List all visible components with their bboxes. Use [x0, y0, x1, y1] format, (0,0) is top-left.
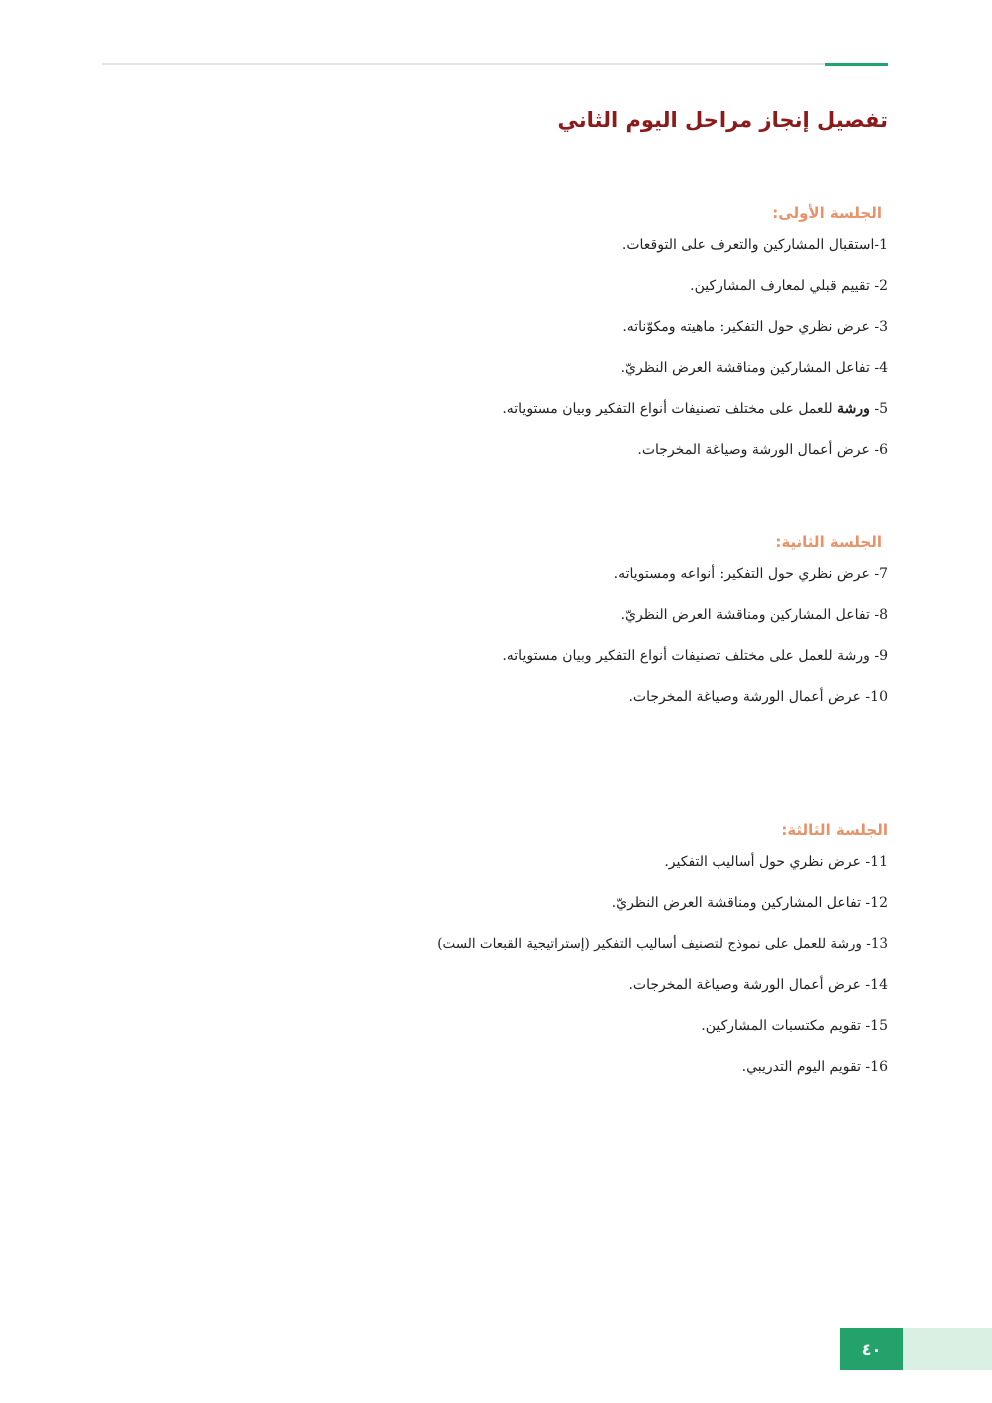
list-item: 2- تقييم قبلي لمعارف المشاركين. [690, 278, 888, 294]
session-2-list [328, 564, 888, 728]
session-3-heading: الجلسة الثالثة: [781, 821, 888, 839]
page-number: ٤٠ [840, 1328, 903, 1370]
list-item: 11- عرض نظري حول أساليب التفكير. [664, 854, 888, 870]
list-item: 15- تقويم مكتسبات المشاركين. [701, 1018, 888, 1034]
list-item: 9- ورشة للعمل على مختلف تصنيفات أنواع التفكير وبيان مستوياته. [502, 648, 888, 664]
list-item: 3- عرض نظري حول التفكير: ماهيته ومكوّناته. [622, 319, 888, 335]
session-1-list [328, 235, 888, 481]
list-item: 8- تفاعل المشاركين ومناقشة العرض النظريّ. [620, 607, 888, 623]
session-3 [288, 820, 888, 1098]
session-2 [328, 532, 888, 728]
list-item: 14- عرض أعمال الورشة وصياغة المخرجات. [628, 977, 888, 993]
session-1 [328, 203, 888, 481]
header-divider [102, 63, 888, 65]
page-title: تفصيل إنجاز مراحل اليوم الثاني [557, 108, 888, 132]
session-1-heading: الجلسة الأولى: [772, 204, 882, 222]
list-item: 16- تقويم اليوم التدريبي. [741, 1059, 888, 1075]
list-item: 12- تفاعل المشاركين ومناقشة العرض النظريّ. [611, 895, 888, 911]
footer-band [903, 1328, 992, 1370]
list-item: 7- عرض نظري حول التفكير: أنواعه ومستوياته. [613, 566, 888, 582]
list-item: 1-استقبال المشاركين والتعرف على التوقعات. [621, 237, 888, 253]
list-item: 10- عرض أعمال الورشة وصياغة المخرجات. [628, 689, 888, 705]
list-item: 5- ورشة للعمل على مختلف تصنيفات أنواع التفكير وبيان مستوياته. [502, 401, 888, 417]
session-2-heading: الجلسة الثانية: [775, 533, 882, 551]
list-item: 6- عرض أعمال الورشة وصياغة المخرجات. [637, 442, 888, 458]
list-item: 13- ورشة للعمل على نموذج لتصنيف أساليب التفكير (إستراتيجية القبعات الست) [437, 936, 888, 952]
header-accent-bar [825, 63, 888, 66]
list-item: 4- تفاعل المشاركين ومناقشة العرض النظريّ. [620, 360, 888, 376]
session-3-list [288, 852, 888, 1098]
